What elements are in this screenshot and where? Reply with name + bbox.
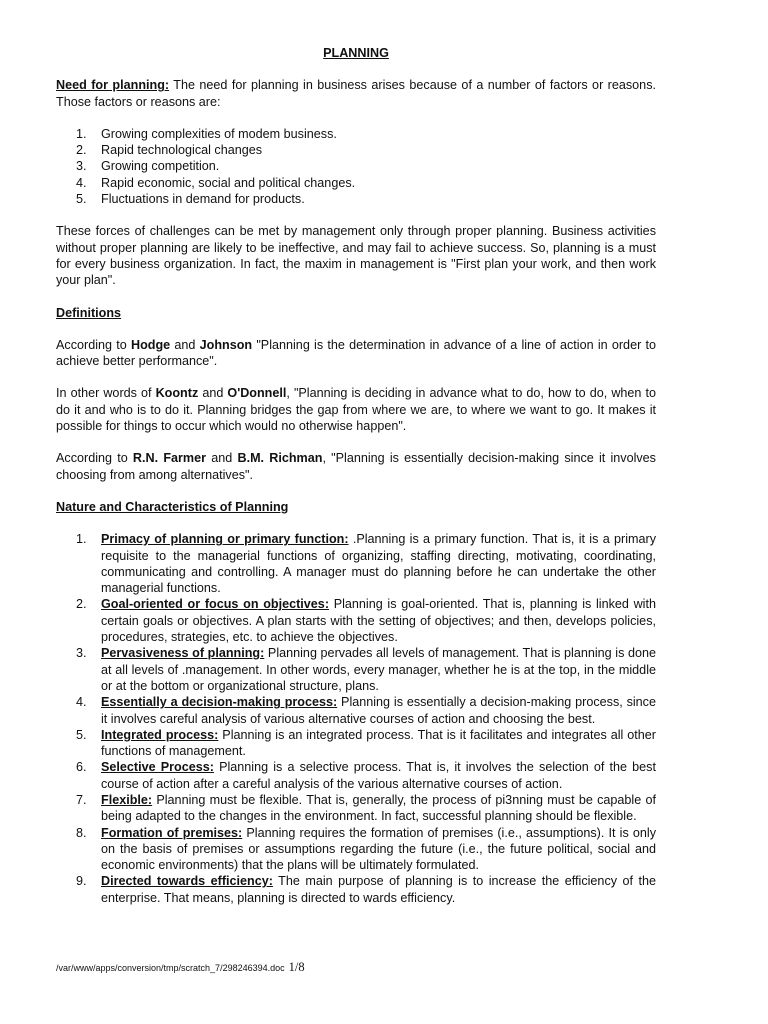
- document-body: [56, 45, 656, 906]
- nature-heading: Nature and Characteristics of Planning: [56, 499, 289, 514]
- file-path: /var/www/apps/conversion/tmp/scratch_7/298246394.doc: [56, 963, 285, 973]
- need-paragraph: [56, 77, 656, 110]
- list-item: 1. Primacy of planning or primary function: .Planning is a primary function. That is, it is a primary requisite to the managerial functions of organizing, staffing directing, motivating, coordinating, communicating and controlling. A manager must do planning before he can undertake the other managerial functions.: [76, 532, 656, 596]
- definition-1: According to Hodge and Johnson "Planning is the determination in advance of a line of action in order to achieve better performance".: [56, 337, 656, 369]
- list-item: 1. Growing complexities of modem business.: [76, 126, 337, 141]
- need-text: The need for planning in business arises because of a number of factors or reasons. Those factors or reasons are:: [56, 78, 656, 109]
- list-item: 2. Rapid technological changes: [76, 143, 263, 158]
- list-item: 3. Growing competition.: [76, 159, 220, 174]
- need-list: [56, 126, 656, 207]
- list-item: 5. Fluctuations in demand for products.: [76, 192, 305, 207]
- page-footer: [56, 961, 305, 974]
- page-number: 1/8: [288, 960, 305, 974]
- definition-3: According to R.N. Farmer and B.M. Richman, "Planning is essentially decision-making since it involves choosing from among alternatives".: [56, 451, 656, 482]
- list-item: 2. Goal-oriented or focus on objectives: Planning is goal-oriented. That is, planning is linked with certain goals or objectives. A plan starts with the setting of objectives; and then, develops policies, procedures, strategies, etc. to achieve the objectives.: [76, 597, 656, 645]
- definition-2: In other words of Koontz and O'Donnell, "Planning is deciding in advance what to do, how to do, when to do it and who is to do it. Planning bridges the gap from where we are, to where we want to go. It makes it possible for things to occur which would no otherwise happen".: [56, 386, 656, 434]
- need-summary: These forces of challenges can be met by management only through proper planning. Business activities without proper planning are likely to be ineffective, and may fail to achieve success. So, planning is a must for every business organization. In fact, the maxim in management is "First plan your work, and then work your plan".: [56, 224, 656, 288]
- nature-list: [56, 531, 656, 906]
- list-item: 4. Rapid economic, social and political changes.: [76, 175, 356, 190]
- definitions-heading: Definitions: [56, 305, 122, 320]
- list-item: 4. Essentially a decision-making process: Planning is essentially a decision-making process, since it involves careful analysis of various alternative courses of action and choosing the best.: [76, 695, 656, 726]
- list-item: 6. Selective Process: Planning is a selective process. That is, it involves the selection of the best course of action after a careful analysis of the various alternative courses of action.: [76, 760, 656, 791]
- list-item: 3. Pervasiveness of planning: Planning pervades all levels of management. That is planning is done at all levels of .management. In other words, every manager, whether he is at the top, in the middle or at the bottom or organizational structure, plans.: [76, 646, 657, 693]
- list-item: 7. Flexible: Planning must be flexible. That is, generally, the process of pi3nning must be capable of being adapted to the changes in the environment. In fact, successful planning should be flexible.: [76, 792, 656, 824]
- list-item: 9. Directed towards efficiency: The main purpose of planning is to increase the efficiency of the enterprise. That means, planning is directed to wards efficiency.: [76, 874, 656, 905]
- page-title: PLANNING: [323, 46, 389, 60]
- list-item: 8. Formation of premises: Planning requires the formation of premises (i.e., assumptions). It is only on the basis of premises or assumptions regarding the future (i.e., the future political, social and economic environments) that the plans will be ultimately formulated.: [76, 825, 657, 873]
- need-label: Need for planning:: [56, 78, 170, 93]
- list-item: 5. Integrated process: Planning is an integrated process. That is it facilitates and integrates all other functions of management.: [76, 727, 657, 759]
